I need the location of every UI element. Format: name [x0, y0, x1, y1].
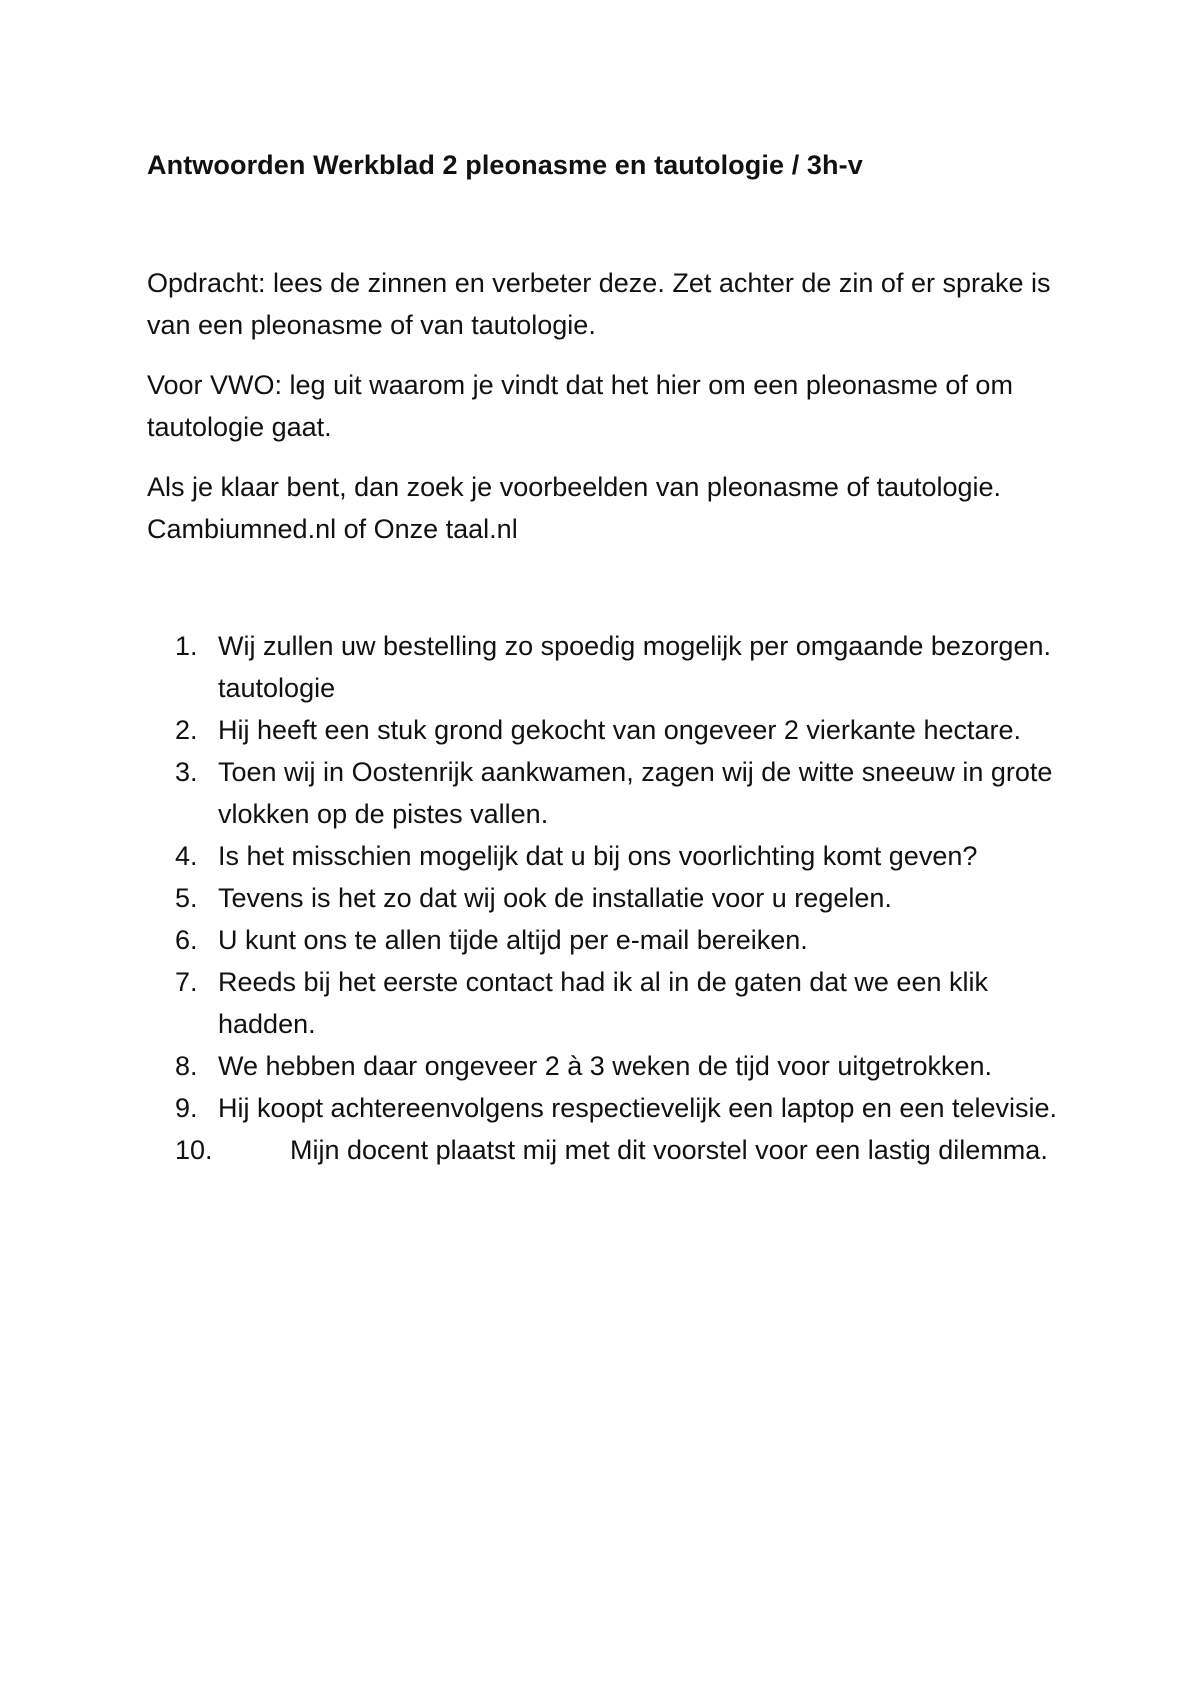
list-item-number: 2. — [175, 715, 198, 745]
list-item — [0, 1129, 1068, 1171]
list-item-text: Wij zullen uw bestelling zo spoedig mogelijk per omgaande bezorgen. — [218, 631, 1051, 661]
list-item-text: Hij koopt achtereenvolgens respectievelijk een laptop en een televisie. — [218, 1093, 1058, 1123]
list-item-number: 4. — [175, 841, 198, 871]
list-item-number: 6. — [175, 925, 198, 955]
list-item-number: 8. — [175, 1051, 198, 1081]
vwo-instruction-paragraph: Voor VWO: leg uit waarom je vindt dat het hier om een pleonasme of om tautologie gaat. — [147, 370, 1013, 442]
list-item-answer: tautologie — [218, 673, 336, 703]
list-item — [0, 709, 1068, 751]
extra-task-paragraph: Als je klaar bent, dan zoek je voorbeelden van pleonasme of tautologie. Cambiumned.nl of Onze taal.nl — [147, 472, 1002, 544]
list-item-text: We hebben daar ongeveer 2 à 3 weken de tijd voor uitgetrokken. — [218, 1051, 993, 1081]
list-item-number: 10. — [175, 1135, 213, 1165]
list-item — [0, 1087, 1068, 1129]
list-item-number: 1. — [175, 631, 198, 661]
list-item-number: 3. — [175, 757, 198, 787]
list-item-text: Reeds bij het eerste contact had ik al in de gaten dat we een klik hadden. — [218, 967, 988, 1039]
list-item-text: Mijn docent plaatst mij met dit voorstel voor een lastig dilemma. — [290, 1135, 1048, 1165]
instruction-paragraph: Opdracht: lees de zinnen en verbeter deze. Zet achter de zin of er sprake is van een pleonasme of van tautologie. — [147, 268, 1051, 340]
sentence-list — [0, 625, 1200, 1171]
document-title: Antwoorden Werkblad 2 pleonasme en tautologie / 3h-v — [147, 150, 863, 180]
list-item-text: U kunt ons te allen tijde altijd per e-mail bereiken. — [218, 925, 808, 955]
list-item-text: Is het misschien mogelijk dat u bij ons voorlichting komt geven? — [218, 841, 978, 871]
list-item — [0, 877, 1068, 919]
list-item-number: 9. — [175, 1093, 198, 1123]
list-item-number: 5. — [175, 883, 198, 913]
list-item-text: Hij heeft een stuk grond gekocht van ongeveer 2 vierkante hectare. — [218, 715, 1021, 745]
list-item — [0, 961, 1068, 1045]
list-item — [0, 625, 1068, 709]
list-item — [0, 1045, 1068, 1087]
list-item — [0, 919, 1068, 961]
list-item — [0, 835, 1068, 877]
list-item-number: 7. — [175, 967, 198, 997]
list-item-text: Tevens is het zo dat wij ook de installatie voor u regelen. — [218, 883, 892, 913]
list-item-text: Toen wij in Oostenrijk aankwamen, zagen wij de witte sneeuw in grote vlokken op de pistes vallen. — [218, 757, 1053, 829]
list-item — [0, 751, 1068, 835]
